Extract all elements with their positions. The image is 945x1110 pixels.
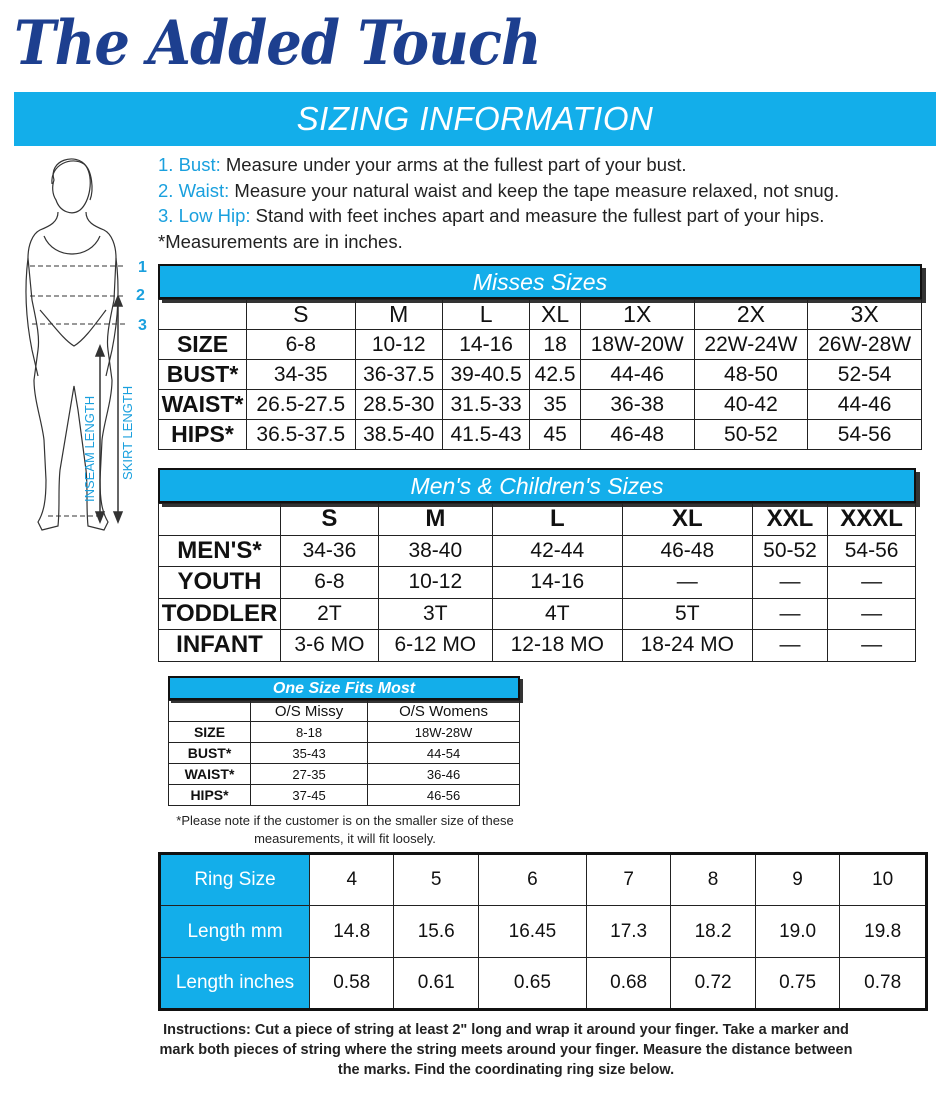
table-cell: 50-52 [752,535,827,567]
one-size-header-row [169,701,520,722]
brand-logo: The Added Touch [14,8,541,80]
row-label: Ring Size [160,854,310,906]
row-label: WAIST* [159,390,247,420]
column-header: XL [530,300,581,330]
table-row [169,743,520,764]
row-label: BUST* [169,743,251,764]
table-row [160,906,927,958]
table-cell: 34-35 [247,360,356,390]
table-cell: 3-6 MO [281,630,379,662]
skirt-length-label: SKIRT LENGTH [120,385,135,480]
row-label: Length inches [160,958,310,1010]
table-cell: 36-46 [368,764,520,785]
misses-header-row [159,300,922,330]
table-cell: 26W-28W [808,330,922,360]
column-header: 3X [808,300,922,330]
table-cell: 54-56 [808,420,922,450]
table-cell: 46-48 [622,535,752,567]
table-cell: 10-12 [378,567,492,599]
table-cell: 5 [394,854,478,906]
table-cell: 27-35 [251,764,368,785]
instruction-waist: 2. Waist: Measure your natural waist and keep the tape measure relaxed, not snug. [158,179,840,201]
table-cell: 6 [478,854,586,906]
table-cell: 0.65 [478,958,586,1010]
column-header: 1X [580,300,694,330]
table-cell: 16.45 [478,906,586,958]
row-label: BUST* [159,360,247,390]
table-cell: 28.5-30 [355,390,442,420]
table-cell: — [828,630,916,662]
instruction-hip: 3. Low Hip: Stand with feet inches apart and measure the fullest part of your hips. [158,205,825,226]
ring-grid [158,852,928,1011]
table-row [159,630,916,662]
table-row [159,360,922,390]
table-cell: 0.68 [586,958,670,1010]
table-cell: 39-40.5 [442,360,529,390]
column-header: XXL [752,504,827,536]
figure-leotard [40,236,106,346]
corner-cell [159,300,247,330]
table-row [159,330,922,360]
row-label: WAIST* [169,764,251,785]
table-cell: 14-16 [442,330,529,360]
table-cell: 36-38 [580,390,694,420]
figure-torso [28,212,116,530]
column-header: O/S Missy [251,701,368,722]
table-cell: 31.5-33 [442,390,529,420]
table-row [169,764,520,785]
row-label: SIZE [159,330,247,360]
table-cell: 0.72 [671,958,755,1010]
table-row [159,390,922,420]
table-cell: 12-18 MO [492,630,622,662]
table-cell: 38.5-40 [355,420,442,450]
table-cell: 18 [530,330,581,360]
misses-sizes-table [158,264,922,450]
table-cell: 0.75 [755,958,839,1010]
table-cell: 18.2 [671,906,755,958]
table-row [160,958,927,1010]
table-cell: 7 [586,854,670,906]
figure-arm-right [106,258,118,376]
one-size-title: One Size Fits Most [168,676,520,700]
table-row [159,598,916,630]
row-label: HIPS* [159,420,247,450]
marker-3: 3 [138,317,147,334]
one-size-table [168,676,520,806]
table-cell: 14.8 [310,906,394,958]
table-cell: 35 [530,390,581,420]
mens-title: Men's & Children's Sizes [158,468,916,503]
misses-title: Misses Sizes [158,264,922,299]
one-size-grid [168,700,520,806]
figure-arm-left [26,258,38,376]
column-header: L [492,504,622,536]
table-cell: 22W-24W [694,330,808,360]
measurement-instructions [158,152,938,254]
corner-cell [159,504,281,536]
table-cell: — [752,567,827,599]
table-cell: 6-8 [281,567,379,599]
table-cell: 3T [378,598,492,630]
column-header: L [442,300,529,330]
table-row [160,854,927,906]
instruction-note: *Measurements are in inches. [158,230,403,252]
inseam-label: INSEAM LENGTH [82,395,97,502]
mens-grid [158,503,916,662]
table-cell: — [828,567,916,599]
table-row [159,420,922,450]
table-cell: 19.8 [840,906,927,958]
table-cell: 5T [622,598,752,630]
table-cell: 9 [755,854,839,906]
row-label: INFANT [159,630,281,662]
corner-cell [169,701,251,722]
table-cell: 34-36 [281,535,379,567]
table-cell: 36.5-37.5 [247,420,356,450]
table-cell: 2T [281,598,379,630]
table-cell: 18W-20W [580,330,694,360]
table-cell: — [752,598,827,630]
table-cell: 18-24 MO [622,630,752,662]
table-cell: 26.5-27.5 [247,390,356,420]
table-cell: 46-56 [368,785,520,806]
column-header: M [355,300,442,330]
table-cell: 10 [840,854,927,906]
mens-header-row [159,504,916,536]
table-cell: 0.78 [840,958,927,1010]
table-row [169,785,520,806]
table-cell: 8-18 [251,722,368,743]
table-cell: 6-12 MO [378,630,492,662]
table-cell: 40-42 [694,390,808,420]
table-cell: 19.0 [755,906,839,958]
column-header: O/S Womens [368,701,520,722]
table-cell: 45 [530,420,581,450]
marker-1: 1 [138,259,147,276]
row-label: TODDLER [159,598,281,630]
table-cell: 17.3 [586,906,670,958]
column-header: S [281,504,379,536]
table-cell: 42-44 [492,535,622,567]
marker-2: 2 [136,287,145,304]
row-label: HIPS* [169,785,251,806]
table-cell: 54-56 [828,535,916,567]
row-label: YOUTH [159,567,281,599]
table-cell: 6-8 [247,330,356,360]
table-cell: 44-54 [368,743,520,764]
table-cell: 44-46 [580,360,694,390]
table-cell: 0.61 [394,958,478,1010]
table-cell: — [828,598,916,630]
table-cell: 36-37.5 [355,360,442,390]
table-row [159,535,916,567]
table-cell: 52-54 [808,360,922,390]
table-cell: 37-45 [251,785,368,806]
table-cell: 38-40 [378,535,492,567]
table-cell: 14-16 [492,567,622,599]
table-cell: 10-12 [355,330,442,360]
table-cell: 8 [671,854,755,906]
table-cell: 4T [492,598,622,630]
row-label: SIZE [169,722,251,743]
table-cell: 18W-28W [368,722,520,743]
table-cell: 15.6 [394,906,478,958]
column-header: 2X [694,300,808,330]
one-size-note: *Please note if the customer is on the smaller size of these measurements, it will fit loosely. [176,813,514,846]
column-header: S [247,300,356,330]
table-row [169,722,520,743]
mens-childrens-sizes-table [158,468,916,662]
page-title-banner: SIZING INFORMATION [14,92,936,146]
table-cell: 0.58 [310,958,394,1010]
table-cell: 42.5 [530,360,581,390]
misses-grid [158,299,922,450]
table-cell: 50-52 [694,420,808,450]
table-cell: 41.5-43 [442,420,529,450]
row-label: Length mm [160,906,310,958]
column-header: XXXL [828,504,916,536]
body-measurement-figure [14,150,164,550]
table-cell: — [622,567,752,599]
table-cell: — [752,630,827,662]
table-cell: 48-50 [694,360,808,390]
column-header: M [378,504,492,536]
table-row [159,567,916,599]
table-cell: 46-48 [580,420,694,450]
instruction-bust: 1. Bust: Measure under your arms at the fullest part of your bust. [158,154,687,175]
table-cell: 35-43 [251,743,368,764]
ring-instructions: Instructions: Cut a piece of string at least 2" long and wrap it around your finger. Take a marker and mark both pieces of string where the string meets around your finger. Measure the distance between the marks. Find the coordinating ring size below. [159,1022,853,1078]
column-header: XL [622,504,752,536]
table-cell: 44-46 [808,390,922,420]
table-cell: 4 [310,854,394,906]
row-label: MEN'S* [159,535,281,567]
ring-size-table [158,852,928,1011]
